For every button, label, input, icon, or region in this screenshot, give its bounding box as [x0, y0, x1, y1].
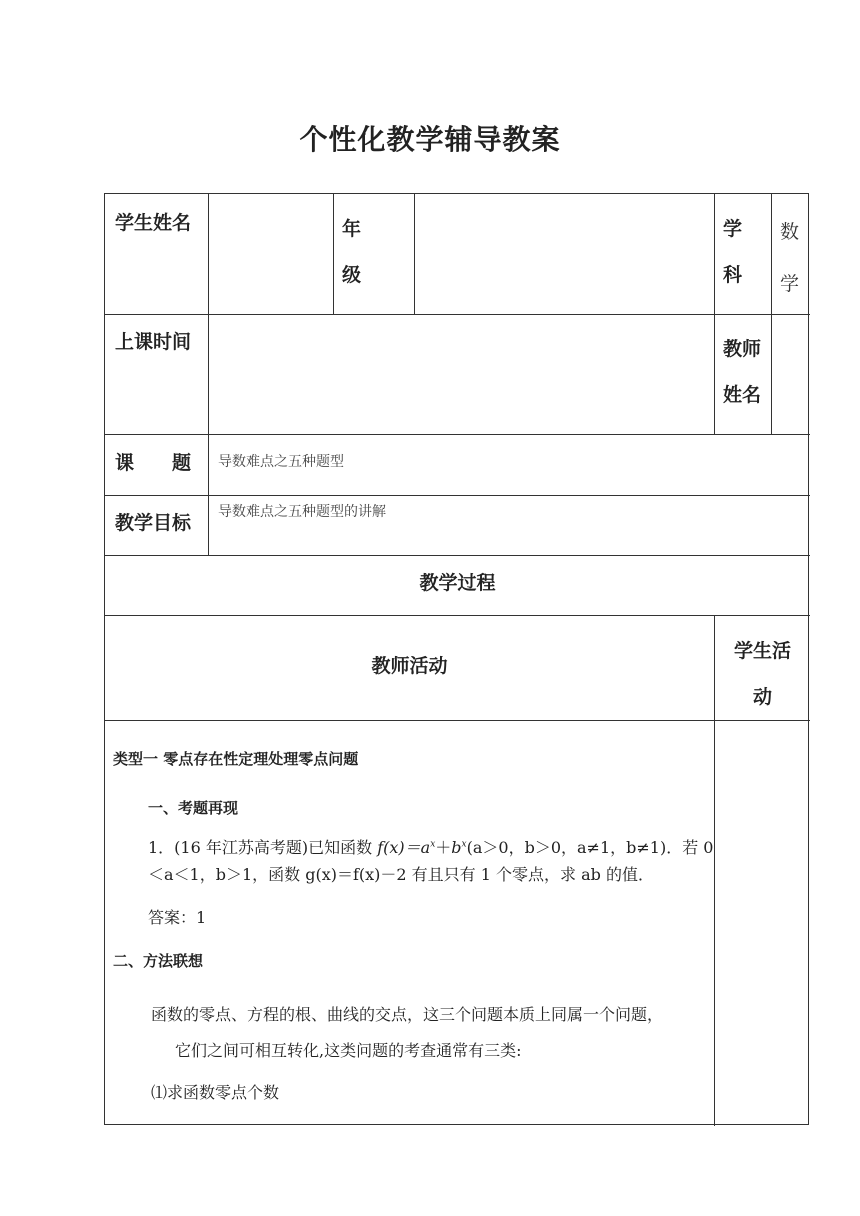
col-divider	[208, 314, 209, 434]
method-paragraph-line-1: 函数的零点、方程的根、曲线的交点，这三个问题本质上同属一个问题，	[151, 1005, 664, 1024]
goal-label: 教学目标	[115, 512, 192, 534]
section2-heading: 二、方法联想	[113, 952, 204, 970]
topic-value: 导数难点之五种题型	[218, 454, 344, 470]
student-name-label: 学生姓名	[115, 212, 192, 234]
row-divider	[105, 555, 810, 556]
subject-label: 学 科	[723, 218, 743, 286]
row-divider	[105, 495, 810, 496]
class-time-label: 上课时间	[115, 331, 192, 353]
teacher-activity-label: 教师活动	[371, 655, 448, 677]
answer: 答案：1	[148, 908, 207, 927]
row-divider	[105, 615, 810, 616]
lesson-plan-table	[104, 193, 809, 1125]
col-divider	[714, 314, 715, 434]
col-divider	[714, 194, 715, 314]
col-divider	[414, 194, 415, 314]
grade-label: 年 级	[342, 218, 362, 286]
col-divider	[771, 194, 772, 314]
goal-value: 导数难点之五种题型的讲解	[218, 504, 386, 520]
row-divider	[105, 720, 810, 721]
teacher-name-label: 教师 姓名	[723, 338, 762, 406]
row-divider	[105, 434, 810, 435]
type1-heading: 类型一 零点存在性定理处理零点问题	[113, 750, 359, 768]
section1-heading: 一、考题再现	[148, 799, 239, 817]
topic-label: 课 题	[115, 452, 192, 474]
list-item: ⑴求函数零点个数	[151, 1083, 280, 1102]
problem-line-2: ＜a＜1，b＞1，函数 g(x)＝f(x)－2 有且只有 1 个零点，求 ab 的值．	[148, 865, 654, 884]
page-title: 个性化教学辅导教案	[299, 123, 561, 156]
col-divider	[208, 194, 209, 314]
problem-line-1: 1．(16 年江苏高考题)已知函数 $f(x)=a^x+b^x(a>0$，b＞0，a≠1，b≠1)．若 0	[148, 838, 714, 857]
col-divider	[208, 434, 209, 555]
row-divider	[105, 314, 810, 315]
col-divider	[333, 194, 334, 314]
method-paragraph-line-2: 它们之间可相互转化,这类问题的考查通常有三类:	[175, 1041, 522, 1060]
process-label: 教学过程	[419, 572, 496, 594]
col-divider	[771, 314, 772, 434]
student-activity-label: 学生活 动	[733, 640, 791, 708]
subject-value: 数 学	[780, 221, 800, 295]
